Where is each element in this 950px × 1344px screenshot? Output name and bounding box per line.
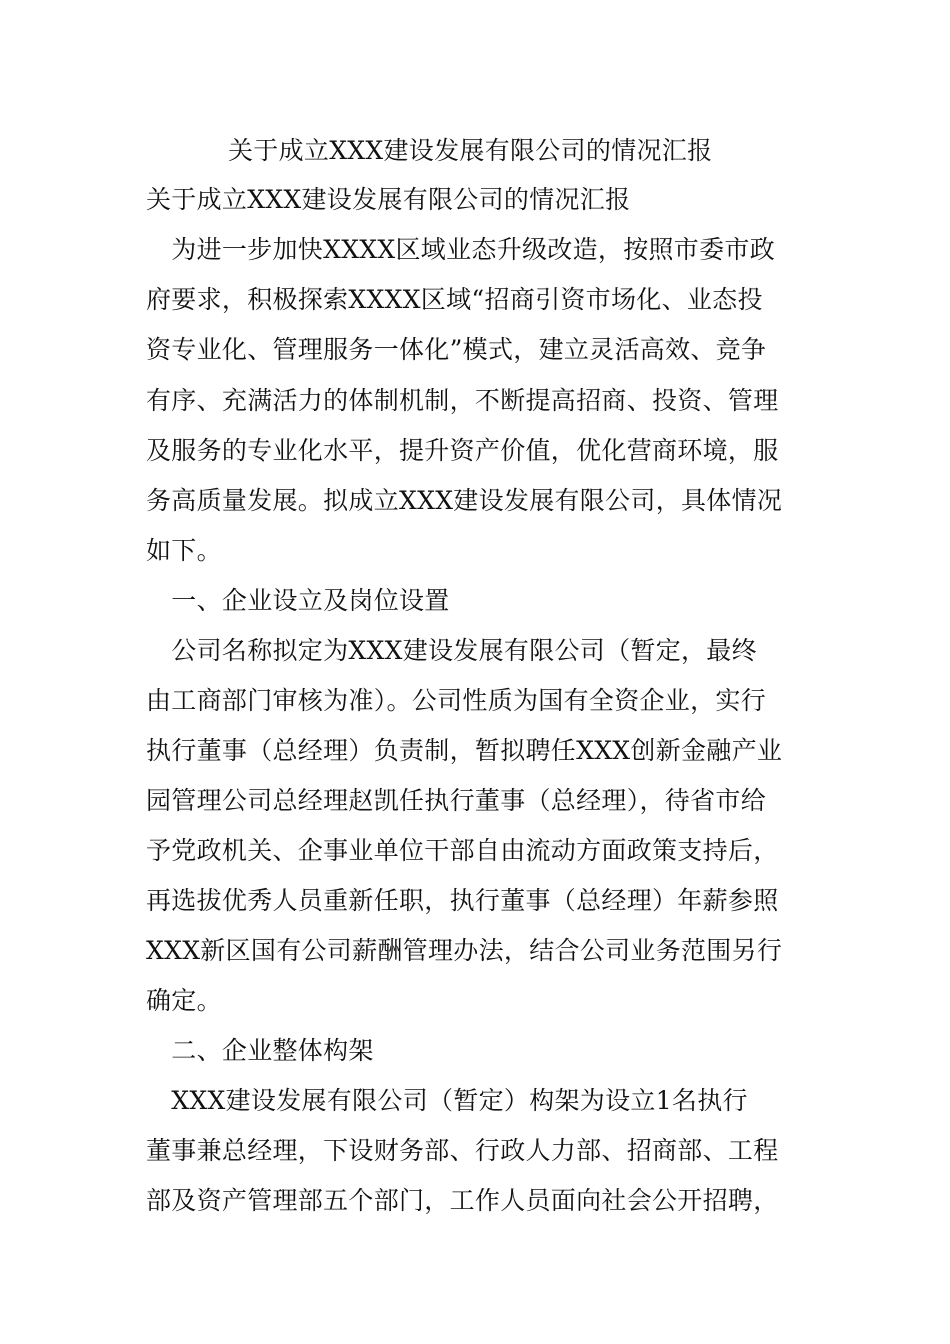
paragraph-line: 确定。 bbox=[146, 986, 222, 1015]
paragraph-line: 有序、充满活力的体制机制，不断提高招商、投资、管理 bbox=[146, 386, 779, 415]
paragraph-line: 及服务的专业化水平，提升资产价值，优化营商环境，服 bbox=[146, 436, 779, 465]
section-heading: 二、企业整体构架 bbox=[146, 1036, 374, 1065]
paragraph-line: 董事兼总经理，下设财务部、行政人力部、招商部、工程 bbox=[146, 1136, 779, 1165]
section-heading: 一、企业设立及岗位设置 bbox=[146, 586, 450, 615]
paragraph-line: 如下。 bbox=[146, 536, 222, 565]
paragraph-line: 再选拔优秀人员重新任职，执行董事（总经理）年薪参照 bbox=[146, 886, 779, 915]
paragraph-line: 务高质量发展。拟成立XXX建设发展有限公司，具体情况 bbox=[146, 486, 783, 515]
paragraph-line: 公司名称拟定为XXX建设发展有限公司（暂定，最终 bbox=[146, 636, 757, 665]
document-subtitle: 关于成立XXX建设发展有限公司的情况汇报 bbox=[146, 185, 631, 214]
paragraph-line: XXX新区国有公司薪酬管理办法，结合公司业务范围另行 bbox=[146, 936, 783, 965]
paragraph-line: XXX建设发展有限公司（暂定）构架为设立1名执行 bbox=[146, 1086, 748, 1115]
paragraph-line: 予党政机关、企事业单位干部自由流动方面政策支持后， bbox=[146, 836, 779, 865]
paragraph-line: 为进一步加快XXXX区域业态升级改造，按照市委市政 bbox=[146, 235, 775, 264]
paragraph-line: 执行董事（总经理）负责制，暂拟聘任XXX创新金融产业 bbox=[146, 736, 783, 765]
document-title: 关于成立XXX建设发展有限公司的情况汇报 bbox=[228, 136, 713, 165]
paragraph-line: 园管理公司总经理赵凯任执行董事（总经理），待省市给 bbox=[146, 786, 767, 815]
paragraph-line: 资专业化、管理服务一体化”模式，建立灵活高效、竞争 bbox=[146, 335, 767, 364]
paragraph-line: 部及资产管理部五个部门，工作人员面向社会公开招聘， bbox=[146, 1186, 779, 1215]
paragraph-line: 由工商部门审核为准）。公司性质为国有全资企业，实行 bbox=[146, 686, 767, 715]
paragraph-line: 府要求，积极探索XXXX区域“招商引资市场化、业态投 bbox=[146, 285, 763, 314]
